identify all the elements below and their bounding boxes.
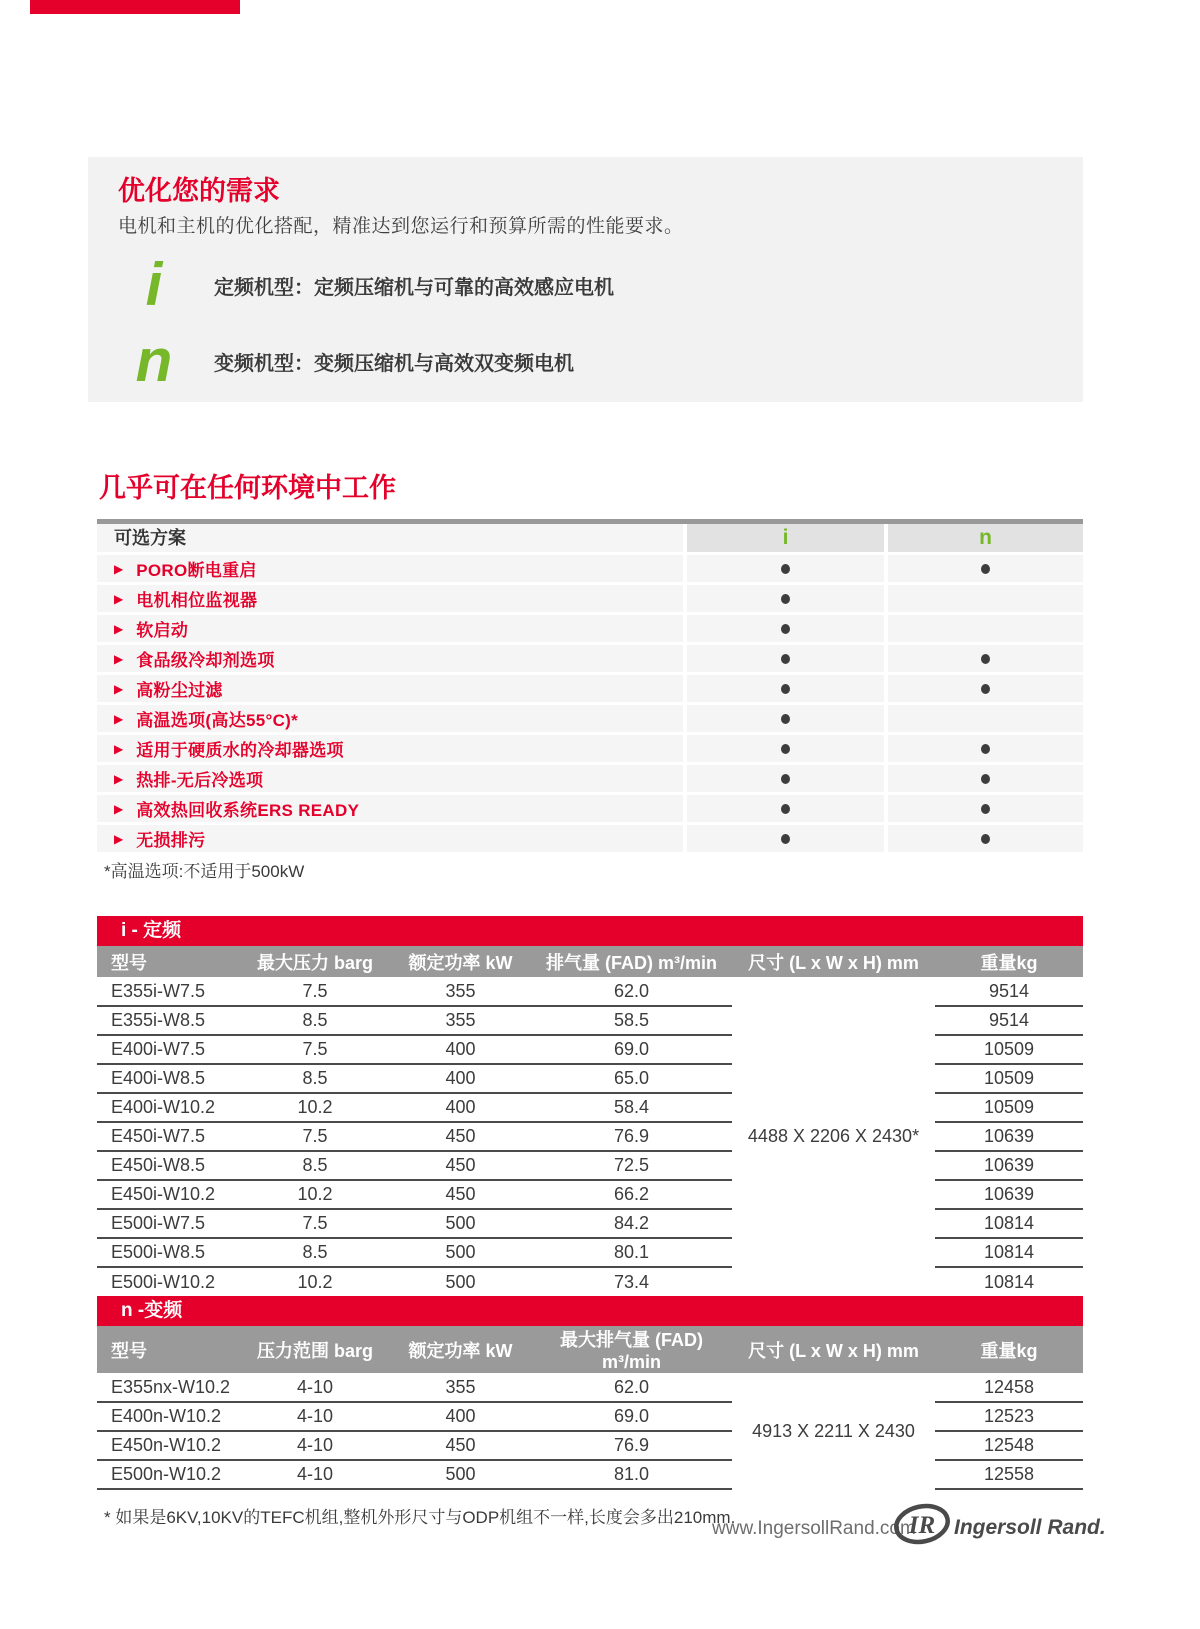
power-cell: 450	[390, 1431, 531, 1460]
dimension-footnote: * 如果是6KV,10KV的TEFC机组,整机外形尺寸与ODP机组不一样,长度会多出210mm.	[104, 1508, 736, 1527]
column-header: 型号	[97, 946, 240, 977]
option-mark-n	[888, 615, 1083, 642]
option-label-cell	[97, 585, 683, 612]
pressure-cell: 7.5	[240, 1209, 390, 1238]
variable-speed-n-icon: n	[135, 327, 173, 394]
dimension-cell: 4913 X 2211 X 2430	[752, 1420, 915, 1441]
option-label: 软启动	[136, 621, 189, 640]
spec-row	[97, 1373, 1083, 1402]
model-cell: E355i-W7.5	[97, 977, 240, 1006]
spec-row	[97, 1006, 1083, 1035]
option-label: 适用于硬质水的冷却器选项	[136, 741, 344, 760]
weight-cell: 12523	[935, 1402, 1083, 1431]
model-cell: E450i-W10.2	[97, 1180, 240, 1209]
environment-title: 几乎可在任何环境中工作	[99, 473, 396, 503]
column-header: 重量kg	[935, 946, 1083, 977]
model-cell: E500n-W10.2	[97, 1460, 240, 1489]
fad-cell: 72.5	[531, 1151, 732, 1180]
optimize-description: 电机和主机的优化搭配，精准达到您运行和预算所需的性能要求。	[118, 216, 684, 237]
power-cell: 500	[445, 1271, 476, 1292]
pressure-cell: 7.5	[240, 1122, 390, 1151]
optimize-title: 优化您的需求	[118, 176, 280, 206]
pressure-cell: 10.2	[240, 1180, 390, 1209]
option-row	[97, 765, 1083, 792]
option-label-cell	[97, 555, 683, 582]
weight-cell: 10639	[935, 1151, 1083, 1180]
option-mark-i	[687, 615, 884, 642]
spec-row	[97, 1431, 1083, 1460]
spec-row	[97, 1093, 1083, 1122]
fad-cell: 81.0	[531, 1460, 732, 1489]
option-row	[97, 645, 1083, 672]
dot-icon	[981, 774, 990, 784]
model-cell: E500i-W10.2	[111, 1271, 216, 1292]
feature-fixed-speed	[118, 247, 614, 323]
column-header: 型号	[97, 1326, 240, 1373]
spec-row	[97, 1460, 1083, 1489]
weight-cell: 10639	[935, 1122, 1083, 1151]
column-header: 排气量 (FAD) m³/min	[531, 946, 732, 977]
option-row	[97, 795, 1083, 822]
column-header: 尺寸 (L x W x H) mm	[732, 1326, 935, 1373]
model-cell: E400i-W7.5	[97, 1035, 240, 1064]
option-row	[97, 705, 1083, 732]
option-mark-i	[687, 735, 884, 762]
pressure-cell: 10.2	[240, 1093, 390, 1122]
option-mark-n	[888, 765, 1083, 792]
option-label-cell	[97, 705, 683, 732]
fixed-speed-i-icon: i	[145, 251, 163, 318]
option-mark-n	[888, 705, 1083, 732]
fixed-speed-table	[97, 946, 1083, 1296]
options-header-label: 可选方案	[97, 524, 683, 552]
weight-cell: 10814	[935, 1209, 1083, 1238]
model-cell: E355nx-W10.2	[97, 1373, 240, 1402]
variable-speed-label: 变频机型：变频压缩机与高效双变频电机	[214, 352, 574, 375]
option-mark-n	[888, 825, 1083, 852]
option-label-cell	[97, 825, 683, 852]
dot-icon	[781, 714, 790, 724]
weight-cell: 10639	[935, 1180, 1083, 1209]
options-footnote: *高温选项:不适用于500kW	[104, 862, 305, 881]
dot-icon	[981, 654, 990, 664]
power-cell: 450	[390, 1151, 531, 1180]
weight-cell: 10814	[935, 1238, 1083, 1267]
column-header: 压力范围 barg	[240, 1326, 390, 1373]
ingersoll-rand-logo-icon	[893, 1501, 951, 1547]
triangle-bullet-icon: ▶	[114, 771, 124, 786]
option-mark-i	[687, 705, 884, 732]
option-row	[97, 615, 1083, 642]
dot-icon	[781, 594, 790, 604]
model-cell: E500i-W8.5	[97, 1238, 240, 1267]
option-label: 食品级冷却剂选项	[136, 651, 275, 670]
power-cell: 450	[390, 1180, 531, 1209]
option-mark-n	[888, 795, 1083, 822]
option-label: PORO断电重启	[136, 561, 257, 580]
option-label: 热排-无后冷选项	[136, 771, 264, 790]
dot-icon	[981, 834, 990, 844]
weight-cell: 12458	[935, 1373, 1083, 1402]
option-label-cell	[97, 615, 683, 642]
model-cell: E355i-W8.5	[97, 1006, 240, 1035]
option-label-cell	[97, 735, 683, 762]
pressure-cell: 4-10	[240, 1402, 390, 1431]
fixed-speed-band	[97, 916, 1083, 946]
dot-icon	[781, 624, 790, 634]
fad-cell: 58.5	[531, 1006, 732, 1035]
pressure-cell: 8.5	[240, 1064, 390, 1093]
option-label: 高效热回收系统ERS READY	[136, 801, 360, 820]
triangle-bullet-icon: ▶	[114, 711, 124, 726]
option-mark-n	[888, 555, 1083, 582]
dimension-cell: 4488 X 2206 X 2430*	[747, 1126, 920, 1146]
pressure-cell: 4-10	[240, 1431, 390, 1460]
triangle-bullet-icon: ▶	[114, 621, 124, 636]
spec-row	[97, 1238, 1083, 1267]
option-row	[97, 735, 1083, 762]
pressure-cell: 4-10	[240, 1460, 390, 1489]
power-cell: 355	[390, 1373, 531, 1402]
pressure-cell: 7.5	[240, 1035, 390, 1064]
fad-cell: 76.9	[531, 1431, 732, 1460]
option-mark-i	[687, 765, 884, 792]
option-mark-i	[687, 825, 884, 852]
variable-speed-band	[97, 1296, 1083, 1326]
options-header-n: n	[888, 524, 1083, 552]
weight-cell: 10509	[935, 1064, 1083, 1093]
weight-cell: 10814	[983, 1271, 1035, 1292]
power-cell: 500	[390, 1209, 531, 1238]
fad-cell: 62.0	[531, 1373, 732, 1402]
power-cell: 400	[390, 1402, 531, 1431]
top-red-stripe	[30, 0, 240, 14]
dot-icon	[781, 654, 790, 664]
column-header: 额定功率 kW	[390, 1326, 531, 1373]
option-row	[97, 675, 1083, 702]
column-header: 额定功率 kW	[390, 946, 531, 977]
power-cell: 355	[390, 1006, 531, 1035]
footer-url[interactable]: www.IngersollRand.com	[712, 1518, 916, 1539]
option-mark-i	[687, 675, 884, 702]
spec-row	[97, 1064, 1083, 1093]
power-cell: 355	[390, 977, 531, 1006]
option-row	[97, 585, 1083, 612]
fixed-speed-label: 定频机型：定频压缩机与可靠的高效感应电机	[214, 276, 614, 299]
power-cell: 500	[390, 1238, 531, 1267]
power-cell: 500	[390, 1460, 531, 1489]
option-row	[97, 555, 1083, 582]
column-header: 最大压力 barg	[240, 946, 390, 977]
fad-cell: 84.2	[531, 1209, 732, 1238]
option-mark-i	[687, 645, 884, 672]
triangle-bullet-icon: ▶	[114, 651, 124, 666]
pressure-cell: 7.5	[240, 977, 390, 1006]
options-rows	[97, 555, 1083, 852]
triangle-bullet-icon: ▶	[114, 831, 124, 846]
option-mark-n	[888, 735, 1083, 762]
fad-cell: 69.0	[531, 1402, 732, 1431]
option-label: 电机相位监视器	[136, 591, 258, 610]
pressure-cell: 4-10	[240, 1373, 390, 1402]
option-mark-i	[687, 795, 884, 822]
weight-cell: 10509	[935, 1093, 1083, 1122]
dot-icon	[781, 774, 790, 784]
spec-row	[97, 1180, 1083, 1209]
fad-cell: 58.4	[531, 1093, 732, 1122]
fixed-speed-header-row	[97, 946, 1083, 977]
fad-cell: 62.0	[531, 977, 732, 1006]
power-cell: 400	[390, 1064, 531, 1093]
fad-cell: 80.1	[531, 1238, 732, 1267]
variable-speed-band-title: n -变频	[121, 1300, 183, 1321]
fad-cell: 66.2	[531, 1180, 732, 1209]
pressure-cell: 8.5	[240, 1238, 390, 1267]
model-cell: E400i-W8.5	[97, 1064, 240, 1093]
dot-icon	[781, 804, 790, 814]
dot-icon	[781, 834, 790, 844]
weight-cell: 12548	[935, 1431, 1083, 1460]
options-header-i: i	[687, 524, 884, 552]
dot-icon	[981, 684, 990, 694]
triangle-bullet-icon: ▶	[114, 561, 124, 576]
weight-cell: 12558	[935, 1460, 1083, 1489]
column-header: 尺寸 (L x W x H) mm	[732, 946, 935, 977]
spec-row	[97, 1122, 1083, 1151]
option-label-cell	[97, 645, 683, 672]
dot-icon	[981, 804, 990, 814]
model-cell: E400i-W10.2	[97, 1093, 240, 1122]
options-header-row	[97, 524, 1083, 552]
column-header: 重量kg	[935, 1326, 1083, 1373]
option-mark-n	[888, 585, 1083, 612]
spec-row	[97, 1151, 1083, 1180]
fad-cell: 76.9	[531, 1122, 732, 1151]
dot-icon	[781, 684, 790, 694]
option-label-cell	[97, 765, 683, 792]
option-mark-i	[687, 585, 884, 612]
dot-icon	[981, 564, 990, 574]
pressure-cell: 10.2	[297, 1271, 333, 1292]
optimize-panel	[88, 157, 1083, 402]
dot-icon	[781, 744, 790, 754]
triangle-bullet-icon: ▶	[114, 801, 124, 816]
option-label: 高粉尘过滤	[136, 681, 223, 700]
fixed-speed-band-title: i - 定频	[121, 920, 182, 941]
variable-speed-table	[97, 1326, 1083, 1490]
ir-logo-monogram: IR	[908, 1512, 936, 1539]
dot-icon	[781, 564, 790, 574]
power-cell: 400	[390, 1035, 531, 1064]
spec-row	[97, 1209, 1083, 1238]
option-label: 无损排污	[136, 831, 206, 850]
spec-tables	[97, 916, 1083, 1528]
model-cell: E500i-W7.5	[97, 1209, 240, 1238]
option-label: 高温选项(高达55°C)*	[136, 711, 299, 730]
option-mark-n	[888, 675, 1083, 702]
model-cell: E400n-W10.2	[97, 1402, 240, 1431]
pressure-cell: 8.5	[240, 1151, 390, 1180]
fad-cell: 65.0	[531, 1064, 732, 1093]
dot-icon	[981, 744, 990, 754]
option-label-cell	[97, 675, 683, 702]
weight-cell: 10509	[935, 1035, 1083, 1064]
option-label-cell	[97, 795, 683, 822]
variable-speed-header-row	[97, 1326, 1083, 1373]
weight-cell: 9514	[935, 977, 1083, 1006]
model-cell: E450i-W8.5	[97, 1151, 240, 1180]
option-mark-n	[888, 645, 1083, 672]
spec-row	[97, 1035, 1083, 1064]
footer-brand: Ingersoll Rand.	[954, 1516, 1106, 1539]
power-cell: 400	[390, 1093, 531, 1122]
triangle-bullet-icon: ▶	[114, 591, 124, 606]
triangle-bullet-icon: ▶	[114, 681, 124, 696]
spec-row	[97, 977, 1083, 1006]
pressure-cell: 8.5	[240, 1006, 390, 1035]
option-mark-i	[687, 555, 884, 582]
weight-cell: 9514	[935, 1006, 1083, 1035]
spec-row	[97, 1402, 1083, 1431]
spec-row	[97, 1267, 1083, 1296]
fad-cell: 69.0	[531, 1035, 732, 1064]
feature-variable-speed	[118, 325, 574, 397]
column-header: 最大排气量 (FAD) m³/min	[531, 1326, 732, 1373]
model-cell: E450n-W10.2	[97, 1431, 240, 1460]
options-table	[97, 519, 1083, 852]
model-cell: E450i-W7.5	[97, 1122, 240, 1151]
triangle-bullet-icon: ▶	[114, 741, 124, 756]
power-cell: 450	[390, 1122, 531, 1151]
option-row	[97, 825, 1083, 852]
fad-cell: 73.4	[613, 1271, 650, 1292]
